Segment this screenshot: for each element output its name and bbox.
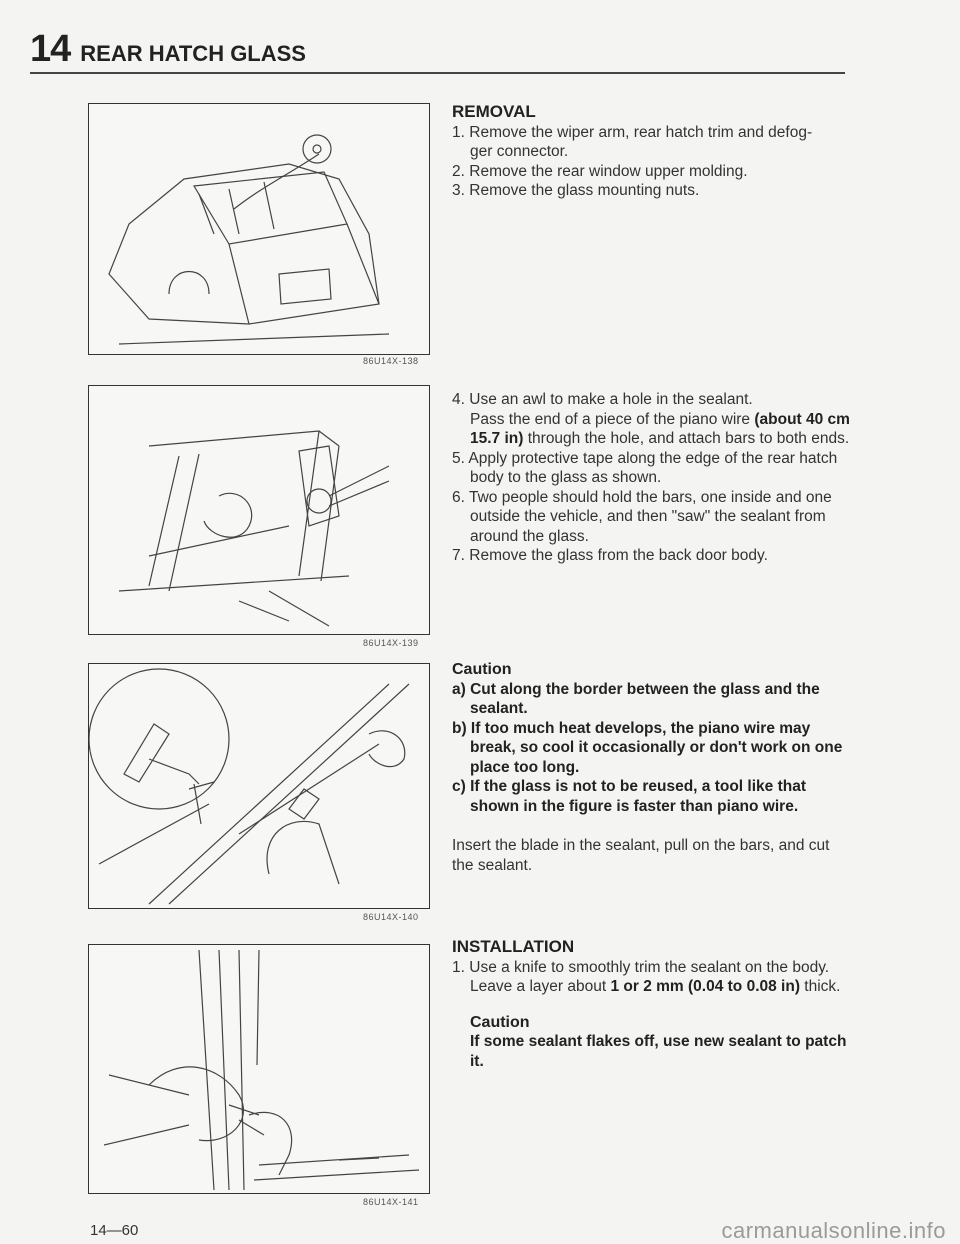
removal-heading: REMOVAL	[452, 102, 536, 121]
step-3: 3. Remove the glass mounting nuts.	[452, 182, 700, 199]
install-caution	[452, 1013, 852, 1072]
caution-block	[452, 660, 852, 875]
step-1-cont: ger connector.	[470, 143, 569, 160]
removal-steps-continued	[452, 390, 852, 566]
caution-title: Caution	[452, 661, 512, 678]
installation-heading: INSTALLATION	[452, 937, 575, 956]
piano-wire-illustration	[89, 386, 429, 634]
header-rule	[30, 72, 845, 74]
figure-code: 86U14X-138	[363, 356, 419, 366]
step-4-detail: Pass the end of a piece of the piano wire (about 40 cm 15.7 in) through the hole, and attach bars to both ends.	[470, 410, 850, 447]
step-6: 6. Two people should hold the bars, one inside and one outside the vehicle, and then "saw" the sealant from around the glass.	[452, 488, 832, 545]
step-5: 5. Apply protective tape along the edge of the rear hatch body to the glass as shown.	[452, 449, 838, 486]
page-number: 14—60	[90, 1222, 139, 1239]
step-4: 4. Use an awl to make a hole in the sealant.	[452, 391, 753, 408]
step-2: 2. Remove the rear window upper molding.	[452, 162, 748, 180]
blade-instruction: Insert the blade in the sealant, pull on the bars, and cut the sealant.	[452, 837, 830, 874]
figure-knife-trim	[88, 944, 430, 1194]
watermark: carmanualsonline.info	[721, 1218, 946, 1243]
figure-rear-hatch-view	[88, 103, 430, 355]
removal-section	[452, 102, 852, 201]
page-header	[30, 28, 306, 71]
install-caution-title: Caution	[470, 1013, 530, 1031]
step-7: 7. Remove the glass from the back door body.	[452, 547, 768, 564]
caution-item-b: b) If too much heat develops, the piano wire may break, so cool it occasionally or don't work on one place too long.	[452, 719, 843, 776]
figure-sealant-cutter	[88, 663, 430, 909]
figure-code: 86U14X-140	[363, 912, 419, 922]
chapter-number: 14	[30, 28, 71, 70]
install-step-1: 1. Use a knife to smoothly trim the sealant on the body. Leave a layer about 1 or 2 mm (0.04 to 0.08 in) thick.	[452, 958, 841, 995]
caution-item-a: a) Cut along the border between the glass and the sealant.	[452, 680, 820, 717]
figure-piano-wire-cut	[88, 385, 430, 635]
install-caution-text: If some sealant flakes off, use new sealant to patch it.	[470, 1033, 847, 1070]
sealant-cutter-illustration	[89, 664, 429, 908]
knife-trim-illustration	[89, 945, 429, 1193]
step-1: 1. Remove the wiper arm, rear hatch trim and defog-	[452, 123, 813, 141]
figure-code: 86U14X-141	[363, 1197, 419, 1207]
chapter-title: REAR HATCH GLASS	[80, 41, 306, 66]
rear-hatch-illustration	[89, 104, 429, 354]
caution-item-c: c) If the glass is not to be reused, a tool like that shown in the figure is faster than piano wire.	[452, 778, 806, 815]
figure-code: 86U14X-139	[363, 638, 419, 648]
installation-section	[452, 937, 852, 1071]
